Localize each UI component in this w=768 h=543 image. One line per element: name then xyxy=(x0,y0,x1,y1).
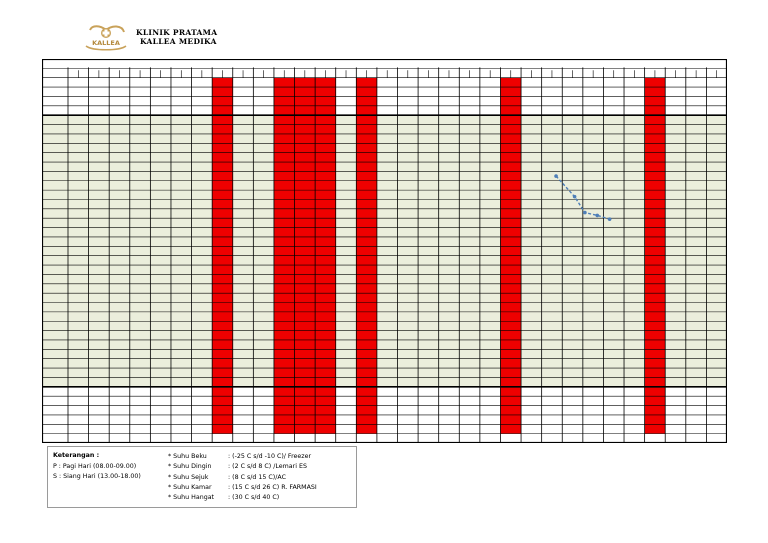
legend-temp-row xyxy=(168,462,317,472)
grid-svg xyxy=(42,59,727,443)
trend-point xyxy=(608,217,612,221)
trend-point xyxy=(573,195,577,199)
temp-value: : (15 C s/d 26 C) R. FARMASI xyxy=(228,483,317,491)
trend-point xyxy=(583,211,587,215)
temp-label: * Suhu Hangat xyxy=(168,494,215,502)
clinic-name xyxy=(136,28,217,46)
trend-point xyxy=(595,214,599,218)
temp-label: * Suhu Beku xyxy=(168,453,207,460)
legend-left xyxy=(53,452,141,482)
temp-value: : (2 C s/d 8 C) /Lemari ES xyxy=(228,463,307,471)
clinic-name-line1: KLINIK PRATAMA xyxy=(136,28,218,37)
temp-label: * Suhu Sejuk xyxy=(168,473,209,481)
logo-text: KALLEA xyxy=(92,39,120,47)
temp-label: * Suhu Dingin xyxy=(168,463,212,471)
legend-shift-pagi: P : Pagi Hari (08.00-09.00) xyxy=(53,463,137,470)
legend-title: Keterangan : xyxy=(53,452,100,459)
clinic-logo xyxy=(82,24,130,52)
legend-temp-row xyxy=(168,452,317,462)
temp-value: : (8 C s/d 15 C)/AC xyxy=(228,473,286,481)
legend-right xyxy=(168,452,317,503)
clinic-header xyxy=(82,24,282,52)
temp-value: : (30 C s/d 40 C) xyxy=(228,494,280,502)
legend-box xyxy=(47,446,357,508)
legend-temp-row xyxy=(168,483,317,493)
trend-point xyxy=(554,174,558,178)
temp-label: * Suhu Kamar xyxy=(168,483,212,491)
legend-shift-siang: S : Siang Hari (13.00-18.00) xyxy=(53,473,141,480)
temp-value: : (-25 C s/d -10 C)/ Freezer xyxy=(228,453,312,460)
clinic-name-line2: KALLEA MEDIKA xyxy=(140,37,217,46)
legend-temp-row xyxy=(168,473,317,483)
temperature-log-grid xyxy=(42,59,727,443)
legend-temp-row xyxy=(168,493,317,503)
